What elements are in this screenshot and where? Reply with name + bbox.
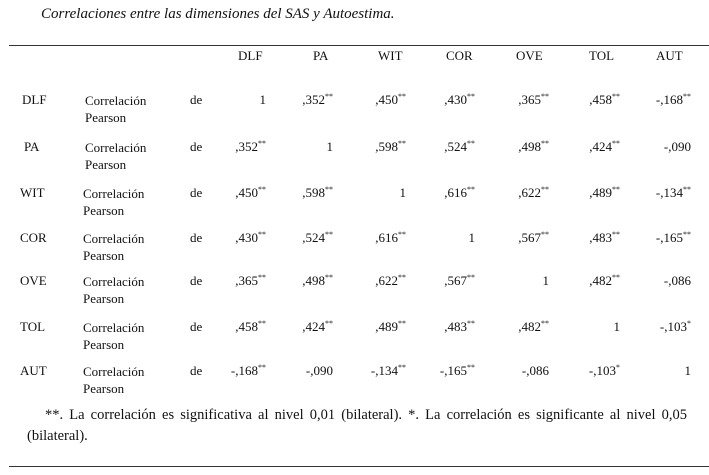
significance-marker: **	[467, 139, 475, 148]
row-label: WIT	[20, 185, 45, 200]
column-header-wit: WIT	[378, 48, 403, 63]
table-cell	[518, 139, 549, 155]
cell-value: 1	[542, 273, 549, 288]
significance-marker: **	[612, 139, 620, 148]
cell-value: ,498	[518, 139, 541, 154]
table-cell	[235, 230, 266, 246]
significance-marker: **	[541, 230, 549, 239]
table-cell	[589, 273, 620, 289]
significance-marker: **	[541, 185, 549, 194]
table-cell	[302, 92, 333, 108]
table-cell	[302, 230, 333, 246]
cell-value: ,458	[589, 92, 612, 107]
table-cell	[656, 92, 691, 108]
table-cell	[440, 363, 475, 379]
table-cell	[614, 319, 621, 335]
table-cell	[375, 273, 406, 289]
table-cell	[664, 273, 691, 289]
cell-value: ,616	[375, 230, 398, 245]
correlation-type-line2: Pearson	[83, 381, 125, 396]
row-label: COR	[20, 230, 47, 245]
correlation-type-de: de	[190, 92, 203, 107]
significance-marker: **	[325, 230, 333, 239]
cell-value: ,424	[302, 319, 325, 334]
correlation-type-de: de	[190, 363, 203, 378]
cell-value: ,482	[589, 273, 612, 288]
column-header-tol: TOL	[589, 48, 615, 63]
cell-value: ,352	[235, 139, 258, 154]
table-cell	[444, 185, 475, 201]
cell-value: -,165	[655, 230, 683, 245]
table-cell	[543, 273, 550, 289]
row-label: DLF	[22, 92, 47, 107]
cell-value: -,086	[521, 363, 549, 378]
correlation-type	[83, 319, 144, 353]
row-label: OVE	[20, 273, 47, 288]
cell-value: ,622	[375, 273, 398, 288]
table-cell	[589, 92, 620, 108]
table-cell	[231, 363, 266, 379]
cell-value: 1	[613, 319, 620, 334]
significance-marker: **	[683, 92, 691, 101]
table-cell	[327, 139, 334, 155]
significance-marker: **	[467, 185, 475, 194]
correlation-type-line1: Correlación	[83, 364, 145, 379]
significance-marker: **	[258, 230, 266, 239]
table-cell	[589, 185, 620, 201]
table-cell	[469, 230, 476, 246]
table-row	[0, 272, 709, 310]
column-header-cor: COR	[446, 48, 473, 63]
cell-value: ,450	[235, 185, 258, 200]
significance-marker: **	[258, 319, 266, 328]
cell-value: 1	[468, 230, 475, 245]
table-row	[0, 318, 709, 356]
cell-value: 1	[259, 92, 266, 107]
cell-value: 1	[684, 363, 691, 378]
significance-marker: **	[612, 92, 620, 101]
cell-value: ,489	[375, 319, 398, 334]
correlation-type-de: de	[190, 230, 203, 245]
cell-value: ,498	[302, 273, 325, 288]
cell-value: -,103	[659, 319, 687, 334]
significance-marker: **	[683, 185, 691, 194]
table-cell	[302, 185, 333, 201]
table-cell	[522, 363, 549, 379]
significance-marker: **	[398, 319, 406, 328]
significance-marker: **	[258, 185, 266, 194]
table-cell	[235, 185, 266, 201]
table-cell	[444, 319, 475, 335]
correlation-type-line1: Correlación	[83, 274, 145, 289]
column-header-aut: AUT	[656, 48, 683, 63]
correlation-type	[85, 92, 146, 126]
significance-marker: **	[398, 92, 406, 101]
table-cell	[589, 363, 620, 379]
correlation-type-line2: Pearson	[85, 110, 127, 125]
cell-value: ,450	[375, 92, 398, 107]
cell-value: -,086	[663, 273, 691, 288]
table-cell	[375, 230, 406, 246]
correlation-type-line1: Correlación	[83, 320, 145, 335]
significance-marker: **	[467, 363, 475, 372]
table-row	[0, 91, 709, 129]
table-cell	[656, 185, 691, 201]
table-row	[0, 138, 709, 176]
correlation-type-line2: Pearson	[83, 203, 125, 218]
significance-marker: *	[687, 319, 691, 328]
cell-value: -,168	[230, 363, 258, 378]
cell-value: -,165	[439, 363, 467, 378]
cell-value: ,567	[518, 230, 541, 245]
table-cell	[660, 319, 691, 335]
cell-value: -,168	[655, 92, 683, 107]
cell-value: ,365	[518, 92, 541, 107]
table-cell	[589, 139, 620, 155]
table-cell	[518, 185, 549, 201]
table-cell	[235, 319, 266, 335]
correlation-type-line1: Correlación	[85, 140, 147, 155]
table-footnote: **. La correlación es significativa al nivel 0,01 (bilateral). *. La correlación es significante al nivel 0,05 (bilateral).	[27, 407, 687, 444]
cell-value: -,090	[663, 139, 691, 154]
cell-value: ,598	[302, 185, 325, 200]
table-cell	[260, 92, 267, 108]
correlation-type-line2: Pearson	[83, 248, 125, 263]
cell-value: ,524	[302, 230, 325, 245]
significance-marker: **	[325, 319, 333, 328]
cell-value: 1	[326, 139, 333, 154]
correlation-type-line2: Pearson	[85, 157, 127, 172]
cell-value: ,365	[235, 273, 258, 288]
cell-value: ,352	[302, 92, 325, 107]
cell-value: ,424	[589, 139, 612, 154]
cell-value: -,134	[655, 185, 683, 200]
correlation-type	[83, 273, 144, 307]
table-cell	[302, 319, 333, 335]
correlation-type-de: de	[190, 139, 203, 154]
table-cell	[235, 139, 266, 155]
cell-value: -,090	[305, 363, 333, 378]
cell-value: ,483	[444, 319, 467, 334]
correlation-type-line1: Correlación	[83, 231, 145, 246]
significance-marker: **	[541, 319, 549, 328]
table-row	[0, 362, 709, 400]
row-label: TOL	[20, 319, 46, 334]
cell-value: ,483	[589, 230, 612, 245]
table-row	[0, 184, 709, 222]
significance-marker: **	[467, 92, 475, 101]
table-cell	[371, 363, 406, 379]
table-cell	[302, 273, 333, 289]
table-top-rule	[9, 45, 709, 46]
correlation-type-line2: Pearson	[83, 337, 125, 352]
significance-marker: **	[683, 230, 691, 239]
table-cell	[656, 230, 691, 246]
table-cell	[375, 139, 406, 155]
column-header-dlf: DLF	[238, 48, 263, 63]
cell-value: 1	[399, 185, 406, 200]
cell-value: ,489	[589, 185, 612, 200]
table-cell	[685, 363, 692, 379]
table-cell	[444, 139, 475, 155]
table-cell	[444, 92, 475, 108]
table-row	[0, 229, 709, 267]
significance-marker: **	[325, 185, 333, 194]
cell-value: ,567	[444, 273, 467, 288]
cell-value: ,430	[444, 92, 467, 107]
significance-marker: *	[616, 363, 620, 372]
column-header-ove: OVE	[516, 48, 543, 63]
significance-marker: **	[541, 139, 549, 148]
row-label: AUT	[20, 363, 47, 378]
cell-value: ,458	[235, 319, 258, 334]
table-cell	[375, 92, 406, 108]
correlation-type	[83, 363, 144, 397]
significance-marker: **	[612, 273, 620, 282]
significance-marker: **	[258, 273, 266, 282]
significance-marker: **	[541, 92, 549, 101]
table-cell	[400, 185, 407, 201]
table-cell	[589, 230, 620, 246]
table-cell	[235, 273, 266, 289]
column-header-pa: PA	[313, 48, 329, 63]
cell-value: -,134	[370, 363, 398, 378]
significance-marker: **	[612, 230, 620, 239]
significance-marker: **	[612, 185, 620, 194]
cell-value: ,598	[375, 139, 398, 154]
significance-marker: **	[398, 273, 406, 282]
significance-marker: **	[398, 363, 406, 372]
row-label: PA	[24, 139, 40, 154]
correlation-type	[83, 230, 144, 264]
table-caption: Correlaciones entre las dimensiones del SAS y Autoestima.	[41, 6, 395, 22]
significance-marker: **	[467, 273, 475, 282]
significance-marker: **	[325, 92, 333, 101]
significance-marker: **	[398, 230, 406, 239]
cell-value: ,616	[444, 185, 467, 200]
correlation-type	[85, 139, 146, 173]
cell-value: ,622	[518, 185, 541, 200]
significance-marker: **	[467, 319, 475, 328]
correlation-type-line2: Pearson	[83, 291, 125, 306]
cell-value: ,482	[518, 319, 541, 334]
significance-marker: **	[398, 139, 406, 148]
correlation-type-de: de	[190, 319, 203, 334]
significance-marker: **	[258, 139, 266, 148]
table-cell	[444, 273, 475, 289]
correlation-type-line1: Correlación	[83, 186, 145, 201]
table-cell	[306, 363, 333, 379]
cell-value: -,103	[588, 363, 616, 378]
cell-value: ,524	[444, 139, 467, 154]
table-cell	[518, 319, 549, 335]
table-cell	[664, 139, 691, 155]
significance-marker: **	[258, 363, 266, 372]
correlation-type-de: de	[190, 185, 203, 200]
table-cell	[375, 319, 406, 335]
table-cell	[518, 92, 549, 108]
table-cell	[518, 230, 549, 246]
cell-value: ,430	[235, 230, 258, 245]
correlation-type-de: de	[190, 273, 203, 288]
table-bottom-rule	[9, 466, 709, 467]
correlation-type	[83, 185, 144, 219]
correlation-type-line1: Correlación	[85, 93, 147, 108]
significance-marker: **	[325, 273, 333, 282]
